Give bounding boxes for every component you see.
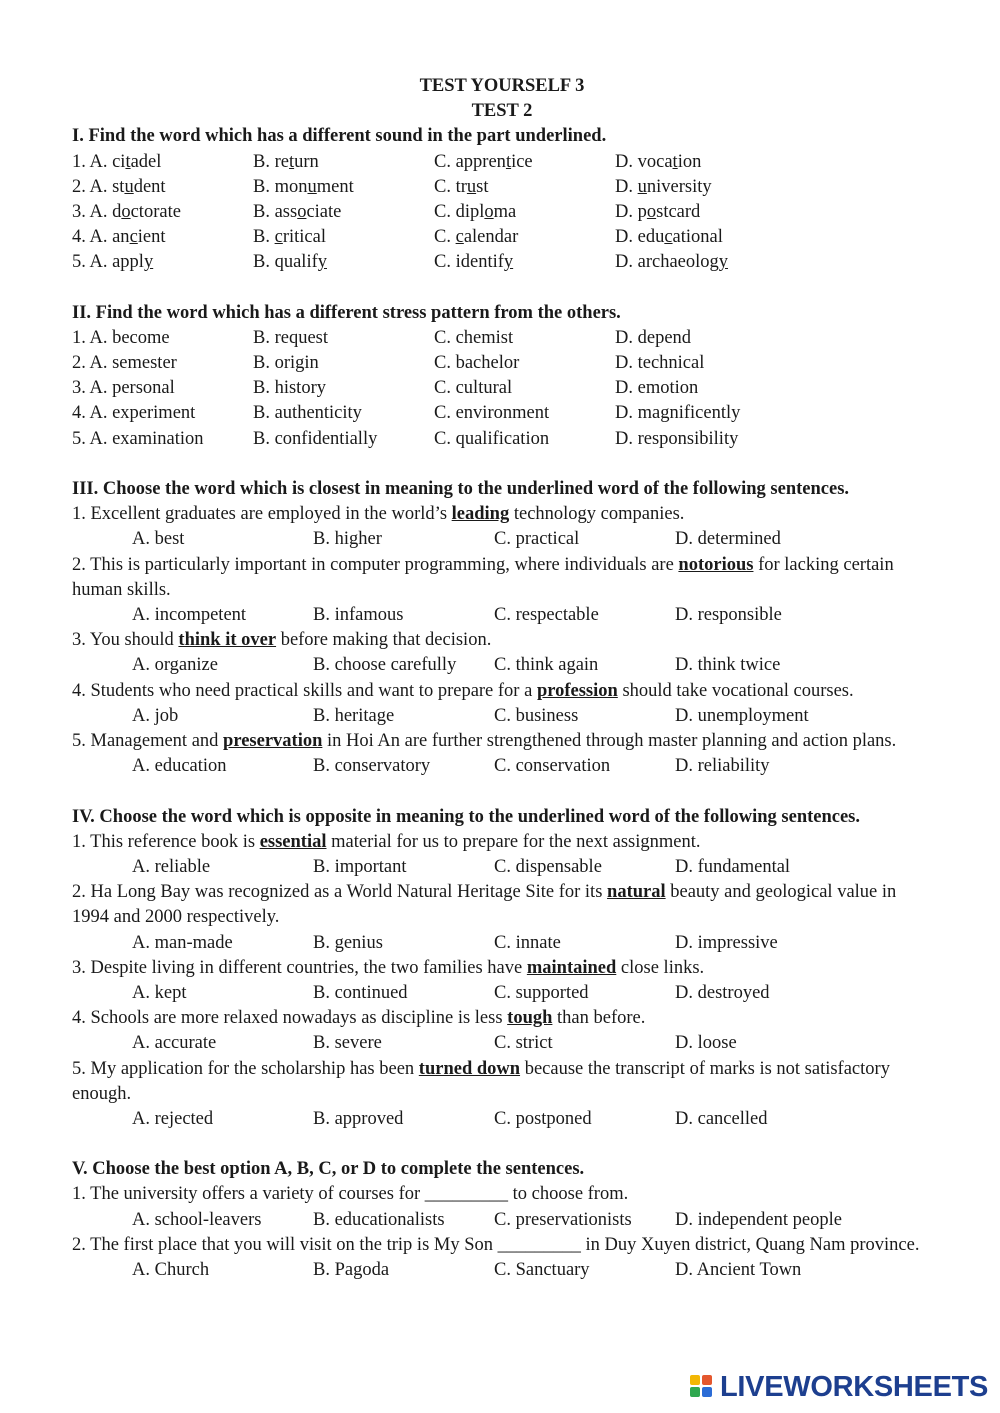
answer-option[interactable]: C. Sanctuary <box>494 1260 590 1281</box>
answer-option[interactable]: A. reliable <box>132 856 211 877</box>
options-row <box>72 1107 932 1132</box>
answer-option[interactable]: A. incompetent <box>132 604 247 625</box>
answer-option[interactable] <box>72 175 166 200</box>
options-row <box>72 527 932 552</box>
answer-option[interactable]: A. accurate <box>132 1033 217 1054</box>
answer-option[interactable]: C. innate <box>494 932 561 953</box>
answer-option[interactable]: B. continued <box>313 982 408 1003</box>
underlined-letter: t <box>672 151 678 172</box>
page-subtitle: TEST 2 <box>471 101 533 122</box>
section-heading: I. Find the word which has a different sound in the part underlined. <box>72 126 607 147</box>
answer-option[interactable] <box>72 250 153 275</box>
option-text: D. voca <box>615 151 673 172</box>
options-row <box>72 931 932 956</box>
keyword: tough <box>507 1008 553 1029</box>
answer-option[interactable]: D. emotion <box>615 378 699 399</box>
sentence-part: for lacking certain human skills. <box>72 554 894 600</box>
question-text <box>72 502 932 527</box>
sentence-part: beauty and geological value in 1994 and 2000 respectively. <box>72 882 897 928</box>
answer-option[interactable]: B. request <box>253 327 329 348</box>
answer-option[interactable]: C. cultural <box>434 378 513 399</box>
logo-text: LIVEWORKSHEETS <box>720 1370 989 1403</box>
answer-option[interactable]: C. respectable <box>494 604 599 625</box>
underlined-letter: o <box>121 201 131 222</box>
option-text: st <box>476 176 489 197</box>
question-list <box>72 150 932 276</box>
option-text: D. <box>615 176 638 197</box>
underlined-letter: t <box>505 151 512 172</box>
option-text: D. edu <box>615 227 665 248</box>
question-text <box>72 679 932 704</box>
worksheet-page <box>72 74 932 1283</box>
answer-option[interactable] <box>72 150 161 175</box>
option-text: D. archaeolog <box>615 252 719 273</box>
sentence-part: 5. My application for the scholarship has been <box>72 1058 419 1079</box>
liveworksheets-logo-icon <box>690 1375 716 1399</box>
option-text: C. <box>434 227 456 248</box>
answer-option[interactable]: D. depend <box>615 327 692 348</box>
keyword: maintained <box>526 957 617 978</box>
answer-option[interactable]: 2. A. semester <box>72 353 177 374</box>
answer-option[interactable]: D. impressive <box>675 932 778 953</box>
answer-option[interactable] <box>434 175 488 200</box>
sentence-part: 5. Management and <box>72 730 224 751</box>
option-text: B. ass <box>253 201 298 222</box>
option-text: B. <box>253 227 275 248</box>
options-row <box>72 704 932 729</box>
option-text: ma <box>493 201 517 222</box>
sentence-part: because the transcript of marks is not satisfactory enough. <box>72 1058 890 1104</box>
question-text <box>72 830 932 855</box>
answer-option[interactable]: B. higher <box>313 529 382 550</box>
sentence-part: 3. You should <box>72 630 179 651</box>
question-text <box>72 1006 932 1031</box>
option-text: ational <box>672 227 723 248</box>
options-row <box>72 981 932 1006</box>
answer-option[interactable]: B. approved <box>313 1108 404 1129</box>
question-text <box>72 880 932 930</box>
question-row <box>72 427 932 452</box>
sentence-part: in Hoi An are further strengthened through master planning and action plans. <box>322 730 897 751</box>
question-row <box>72 376 932 401</box>
answer-option[interactable]: D. independent people <box>675 1209 842 1230</box>
answer-option[interactable]: B. confidentially <box>253 428 378 449</box>
question-list <box>72 502 932 779</box>
answer-option[interactable]: C. practical <box>494 529 580 550</box>
answer-option[interactable]: A. education <box>132 756 227 777</box>
answer-option[interactable]: D. technical <box>615 353 705 374</box>
sentence-part: than before. <box>552 1008 646 1029</box>
question-row <box>72 326 932 351</box>
section-antonyms <box>72 805 932 1133</box>
section-synonyms <box>72 477 932 779</box>
section-completion <box>72 1157 932 1283</box>
answer-option[interactable] <box>253 250 327 275</box>
answer-option[interactable]: B. choose carefully <box>313 655 457 676</box>
sentence-part: 4. Schools are more relaxed nowadays as discipline is less <box>72 1008 508 1029</box>
option-text: B. re <box>253 151 289 172</box>
option-text: C. identif <box>434 252 504 273</box>
option-text: C. dipl <box>434 201 485 222</box>
answer-option[interactable]: A. rejected <box>132 1108 214 1129</box>
answer-option[interactable] <box>253 175 354 200</box>
answer-option[interactable] <box>72 225 166 250</box>
answer-option[interactable]: B. history <box>253 378 326 399</box>
option-text: C. appren <box>434 151 506 172</box>
answer-option[interactable]: B. conservatory <box>313 756 431 777</box>
answer-option[interactable]: B. origin <box>253 353 319 374</box>
underlined-letter: y <box>143 252 154 273</box>
question-text <box>72 729 932 754</box>
underlined-letter: o <box>484 201 494 222</box>
option-text: niversity <box>646 176 712 197</box>
question-text <box>72 553 932 603</box>
question-text <box>72 1057 932 1107</box>
answer-option[interactable]: C. supported <box>494 982 589 1003</box>
underlined-letter: y <box>503 252 514 273</box>
answer-option[interactable]: C. postponed <box>494 1108 592 1129</box>
section-heading: IV. Choose the word which is opposite in meaning to the underlined word of the following sentences. <box>72 806 861 827</box>
options-row <box>72 1208 932 1233</box>
question-row <box>72 250 932 275</box>
answer-option[interactable]: B. heritage <box>313 705 395 726</box>
section-pronunciation <box>72 124 932 275</box>
sentence-part: before making that decision. <box>276 630 492 651</box>
option-text: C. tr <box>434 176 467 197</box>
underlined-letter: c <box>455 227 464 248</box>
option-text: ion <box>677 151 702 172</box>
section-heading: V. Choose the best option A, B, C, or D to complete the sentences. <box>72 1159 585 1180</box>
option-text: stcard <box>656 201 701 222</box>
sentence-part: 2. This is particularly important in computer programming, where individuals are <box>72 554 679 575</box>
underlined-letter: u <box>466 176 477 197</box>
option-text: 4. A. an <box>72 227 130 248</box>
option-text: ice <box>511 151 533 172</box>
keyword: preservation <box>223 730 323 751</box>
answer-option[interactable]: A. kept <box>132 982 187 1003</box>
answer-option[interactable]: A. school-leavers <box>132 1209 262 1230</box>
question-text <box>72 956 932 981</box>
sentence-part: close links. <box>616 957 705 978</box>
options-row <box>72 603 932 628</box>
sentence-part: material for us to prepare for the next assignment. <box>326 831 701 852</box>
answer-option[interactable]: B. authenticity <box>253 403 362 424</box>
question-text: 1. The university offers a variety of courses for _________ to choose from. <box>72 1184 629 1205</box>
underlined-letter: y <box>317 252 327 273</box>
answer-option[interactable]: D. unemployment <box>675 705 809 726</box>
answer-option[interactable]: D. loose <box>675 1033 737 1054</box>
option-text: D. p <box>615 201 647 222</box>
answer-option[interactable]: 1. A. become <box>72 327 170 348</box>
underlined-letter: t <box>125 151 131 172</box>
sentence-part: 4. Students who need practical skills and want to prepare for a <box>72 680 537 701</box>
answer-option[interactable] <box>72 200 181 225</box>
answer-option[interactable]: B. infamous <box>313 604 404 625</box>
answer-option[interactable]: D. determined <box>675 529 781 550</box>
underlined-letter: o <box>297 201 307 222</box>
question-list <box>72 1182 932 1283</box>
underlined-letter: u <box>124 176 134 197</box>
option-text: dent <box>133 176 166 197</box>
option-text: ciate <box>306 201 342 222</box>
answer-option[interactable]: C. preservationists <box>494 1209 632 1230</box>
answer-option[interactable]: C. strict <box>494 1033 553 1054</box>
answer-option[interactable]: D. responsible <box>675 604 782 625</box>
page-title: TEST YOURSELF 3 <box>419 76 585 96</box>
answer-option[interactable]: 4. A. experiment <box>72 403 196 424</box>
answer-option[interactable] <box>615 175 712 200</box>
option-text: alendar <box>463 227 519 248</box>
section-heading: II. Find the word which has a different stress pattern from the others. <box>72 302 621 323</box>
liveworksheets-logo[interactable] <box>690 1372 988 1402</box>
answer-option[interactable]: C. think again <box>494 655 599 676</box>
answer-option[interactable] <box>253 225 326 250</box>
answer-option[interactable] <box>615 250 728 275</box>
question-list <box>72 326 932 452</box>
answer-option[interactable] <box>253 150 319 175</box>
answer-option[interactable]: C. dispensable <box>494 856 602 877</box>
answer-option[interactable]: D. magnificently <box>615 403 741 424</box>
option-text: ient <box>137 227 166 248</box>
option-text: ritical <box>282 227 326 248</box>
underlined-letter: u <box>307 176 317 197</box>
section-heading: III. Choose the word which is closest in meaning to the underlined word of the following sentences. <box>72 479 850 499</box>
sentence-part: 1. This reference book is <box>72 831 260 852</box>
keyword: essential <box>259 831 327 852</box>
answer-option[interactable]: C. business <box>494 705 579 726</box>
option-text: B. mon <box>253 176 308 197</box>
answer-option[interactable]: C. qualification <box>434 428 550 449</box>
option-text: 5. A. appl <box>72 252 144 273</box>
answer-option[interactable] <box>434 225 518 250</box>
keyword: notorious <box>678 554 754 575</box>
answer-option[interactable]: A. job <box>132 705 179 726</box>
option-text: adel <box>130 151 162 172</box>
answer-option[interactable]: B. genius <box>313 932 383 953</box>
question-row <box>72 225 932 250</box>
answer-option[interactable]: B. severe <box>313 1033 382 1054</box>
options-row <box>72 653 932 678</box>
answer-option[interactable]: B. educationalists <box>313 1209 445 1230</box>
answer-option[interactable] <box>434 250 513 275</box>
underlined-letter: c <box>129 227 138 248</box>
question-text: 2. The first place that you will visit on the trip is My Son _________ in Duy Xuyen district, Quang Nam province. <box>72 1234 920 1255</box>
underlined-letter: o <box>646 201 657 222</box>
question-row <box>72 175 932 200</box>
keyword: profession <box>536 680 618 701</box>
keyword: think it over <box>178 630 277 651</box>
answer-option[interactable] <box>434 150 533 175</box>
question-row <box>72 351 932 376</box>
option-text: ctorate <box>130 201 181 222</box>
answer-option[interactable]: B. important <box>313 856 407 877</box>
answer-option[interactable] <box>253 200 341 225</box>
keyword: natural <box>607 882 666 903</box>
question-row <box>72 401 932 426</box>
underlined-letter: u <box>637 176 647 197</box>
underlined-letter: c <box>664 227 673 248</box>
sentence-part: 1. Excellent graduates are employed in the world’s <box>72 504 452 525</box>
answer-option[interactable] <box>615 225 723 250</box>
answer-option[interactable]: A. best <box>132 529 185 550</box>
answer-option[interactable]: D. destroyed <box>675 982 770 1003</box>
answer-option[interactable]: C. environment <box>434 403 550 424</box>
answer-option[interactable] <box>434 200 516 225</box>
option-text: urn <box>294 151 319 172</box>
option-text: 3. A. d <box>72 201 122 222</box>
answer-option[interactable]: D. reliability <box>675 756 770 777</box>
answer-option[interactable]: C. chemist <box>434 327 514 348</box>
answer-option[interactable]: 5. A. examination <box>72 428 204 449</box>
underlined-letter: t <box>288 151 295 172</box>
answer-option[interactable]: C. conservation <box>494 756 611 777</box>
sentence-part: technology companies. <box>509 504 685 525</box>
answer-option[interactable]: 3. A. personal <box>72 378 175 399</box>
answer-option[interactable]: D. think twice <box>675 655 781 676</box>
options-row <box>72 855 932 880</box>
sentence-part: should take vocational courses. <box>617 680 854 701</box>
keyword: turned down <box>418 1058 521 1079</box>
answer-option[interactable]: A. man-made <box>132 932 233 953</box>
answer-option[interactable]: D. Ancient Town <box>675 1260 802 1281</box>
question-row <box>72 200 932 225</box>
option-text: 1. A. ci <box>72 151 126 172</box>
question-list <box>72 830 932 1132</box>
option-text: B. qualif <box>253 252 318 273</box>
option-text: 2. A. st <box>72 176 125 197</box>
section-stress <box>72 301 932 452</box>
answer-option[interactable]: A. Church <box>132 1260 210 1281</box>
question-row <box>72 150 932 175</box>
keyword: leading <box>451 504 510 525</box>
question-text <box>72 628 932 653</box>
options-row <box>72 754 932 779</box>
answer-option[interactable]: D. fundamental <box>675 856 791 877</box>
answer-option[interactable]: A. organize <box>132 655 218 676</box>
answer-option[interactable] <box>615 200 700 225</box>
underlined-letter: c <box>274 227 283 248</box>
answer-option[interactable]: C. bachelor <box>434 353 520 374</box>
underlined-letter: y <box>718 252 729 273</box>
options-row <box>72 1031 932 1056</box>
options-row <box>72 1258 932 1283</box>
sentence-part: 2. Ha Long Bay was recognized as a World Natural Heritage Site for its <box>72 882 608 903</box>
sentence-part: 3. Despite living in different countries, the two families have <box>72 957 527 978</box>
answer-option[interactable]: D. responsibility <box>615 428 739 449</box>
answer-option[interactable]: B. Pagoda <box>313 1260 390 1281</box>
option-text: ment <box>316 176 354 197</box>
answer-option[interactable] <box>615 150 701 175</box>
answer-option[interactable]: D. cancelled <box>675 1108 768 1129</box>
